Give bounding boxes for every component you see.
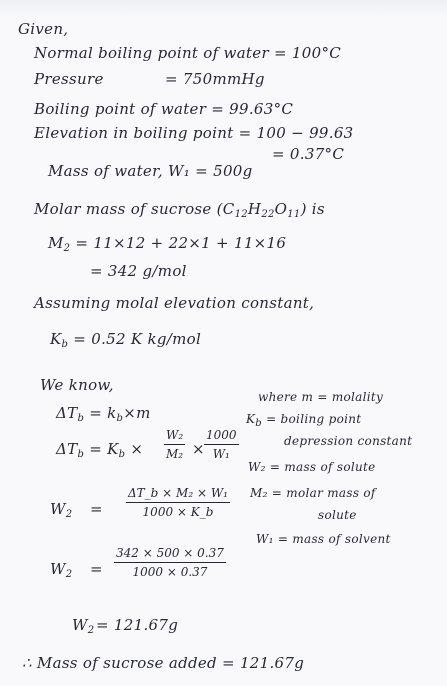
w2-definition: W₂ = mass of solute [248, 460, 376, 474]
delta-tb-formula-1: $\Delta T_b = k_b\times m$ [56, 404, 151, 424]
w2-numeric-equals: = [90, 560, 103, 578]
pressure-label: Pressure [34, 70, 104, 88]
elevation-line: Elevation in boiling point = 100 − 99.63 [34, 124, 354, 142]
fraction-w2-over-m2: $\frac{\text{W₂}}{\text{M₂}}$ [166, 428, 184, 461]
w2-numeric-fraction: $\frac{342 \times 500 \times 0.37}{1000 \times 0.37}$ [116, 546, 224, 579]
delta-tb-formula-2: $\Delta T_b = K_b$ × [56, 440, 144, 460]
kb-definition: $K_b$ = boiling point [246, 412, 362, 429]
w1-definition: W₁ = mass of solvent [256, 532, 391, 546]
w2-final-value: = 121.67g [96, 616, 179, 634]
w2-formula-label: $W_2$ [50, 500, 73, 520]
where-molality: where m = molality [258, 390, 384, 404]
w2-final-result: $W_2$ [72, 616, 95, 636]
w2-formula-equals: = [90, 500, 103, 518]
m2-definition-cont: solute [318, 508, 357, 522]
m2-calculation-line: $M_2 = 11\times 12 + 22\times 1 + 11\times 16$ [48, 234, 287, 254]
molar-mass-line: Molar mass of sucrose $(C_{12}H_{22}O_{11})$ is [34, 200, 325, 220]
pressure-value: = 750mmHg [165, 70, 265, 88]
m2-definition: M₂ = molar mass of [250, 486, 376, 500]
m2-result: = 342 g/mol [90, 262, 187, 280]
kb-definition-cont: depression constant [284, 434, 413, 448]
we-know-label: We know, [40, 376, 114, 394]
elevation-result: = 0.37°C [272, 145, 345, 163]
normal-boiling-point-line: Normal boiling point of water = 100°C [34, 44, 342, 62]
given-label: Given, [18, 20, 69, 38]
times-sign: × [192, 440, 205, 458]
kb-value-line: $K_b = 0.52$ K kg/mol [50, 330, 202, 350]
mass-of-water-line: Mass of water, W₁ = 500g [48, 162, 253, 180]
assuming-line: Assuming molal elevation constant, [34, 294, 315, 312]
w2-general-fraction: $\frac{\text{ΔT\_b × M₂ × W₁}}{1000 \times K\_b}$ [128, 486, 228, 519]
fraction-1000-over-w1: $\frac{1000}{\text{W₁}}$ [206, 428, 237, 461]
conclusion-line: ∴ Mass of sucrose added = 121.67g [22, 654, 305, 672]
w2-numeric-label: $W_2$ [50, 560, 73, 580]
boiling-point-line: Boiling point of water = 99.63°C [34, 100, 294, 118]
